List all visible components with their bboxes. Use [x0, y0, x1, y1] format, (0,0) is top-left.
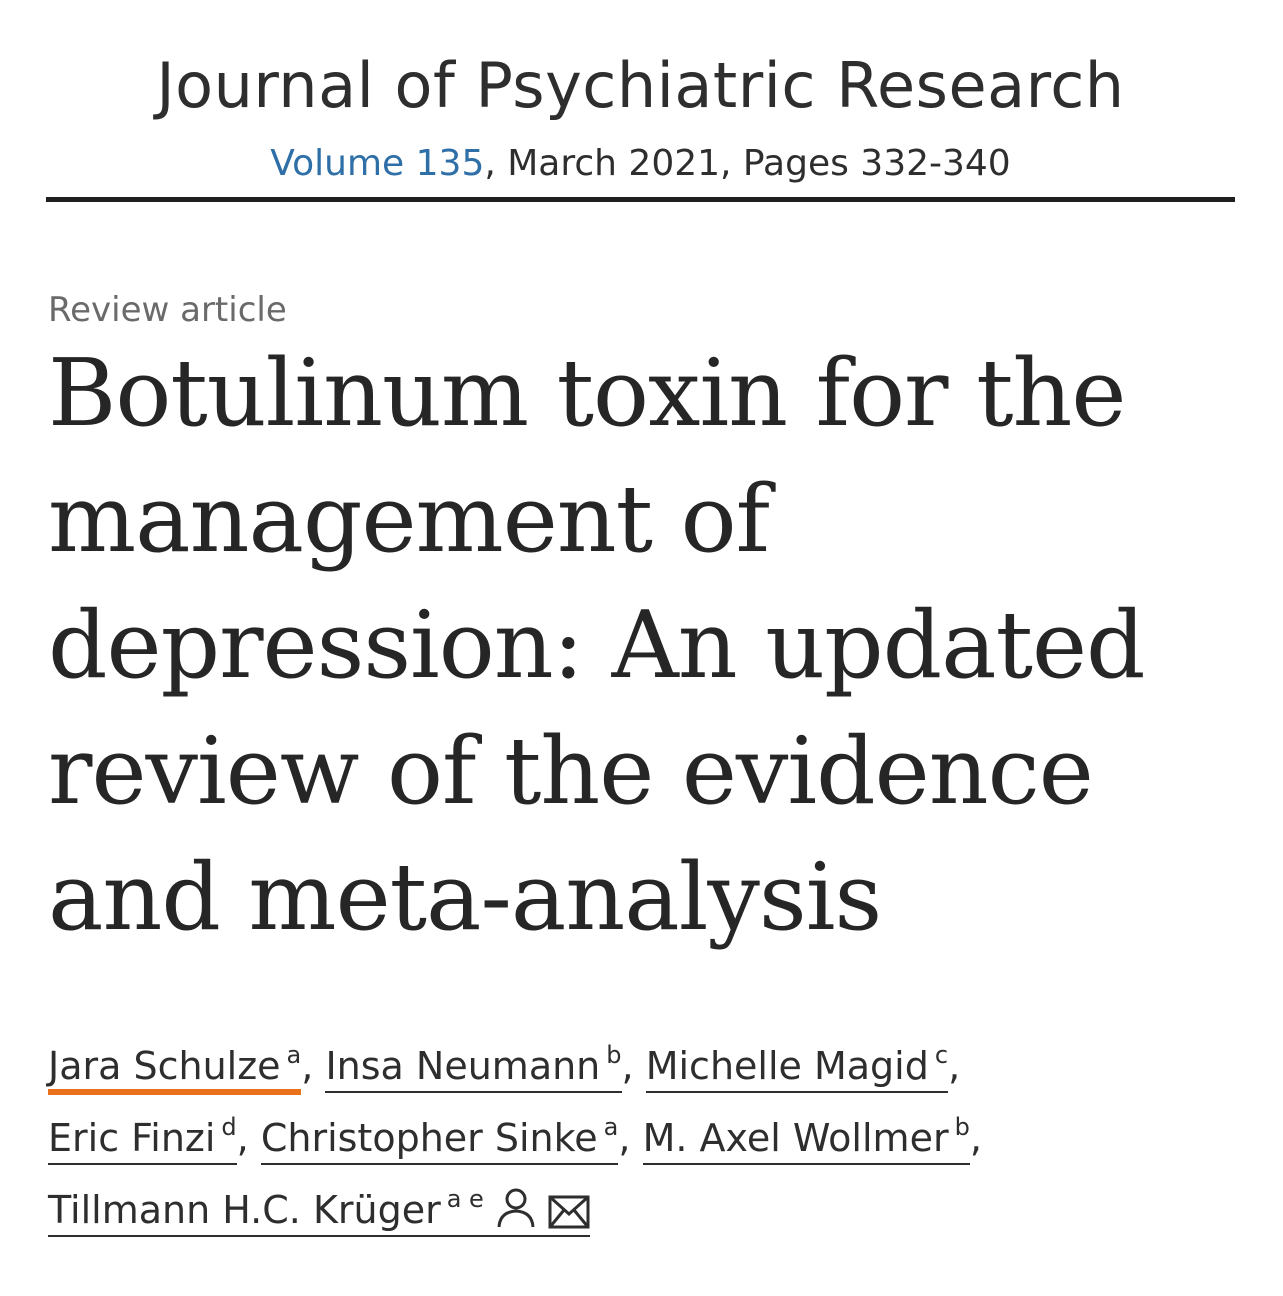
author-name: Jara Schulze — [48, 1044, 281, 1088]
author-link-jara-schulze[interactable] — [48, 1032, 301, 1095]
author-name: Michelle Magid — [645, 1044, 929, 1088]
author-affiliation: a — [286, 1041, 302, 1069]
author-name: Eric Finzi — [48, 1116, 216, 1160]
author-line-3 — [48, 1174, 1248, 1246]
author-separator: , — [948, 1044, 961, 1088]
author-name: Insa Neumann — [325, 1044, 601, 1088]
article-title: Botulinum toxin for the management of depression: An updated review of the evidence and meta-analysis — [48, 339, 1145, 951]
author-link-eric-finzi[interactable] — [48, 1104, 237, 1165]
issue-date-pages: , March 2021, Pages 332-340 — [484, 143, 1011, 184]
journal-title[interactable]: Journal of Psychiatric Research — [156, 49, 1125, 122]
volume-link[interactable]: Volume 135 — [270, 143, 485, 184]
author-link-christopher-sinke[interactable] — [261, 1104, 619, 1165]
author-separator: , — [621, 1044, 634, 1088]
author-list — [48, 1030, 1248, 1246]
author-separator: , — [301, 1044, 314, 1088]
author-name: M. Axel Wollmer — [642, 1116, 949, 1160]
person-icon — [496, 1187, 536, 1229]
author-name: Tillmann H.C. Krüger — [48, 1188, 441, 1232]
author-affiliation: a e — [446, 1185, 484, 1213]
author-link-m-axel-wollmer[interactable] — [643, 1104, 970, 1165]
author-affiliation: d — [221, 1113, 237, 1141]
author-separator: , — [236, 1116, 249, 1160]
author-affiliation: a — [603, 1113, 619, 1141]
article-type-label: Review article — [48, 290, 287, 330]
author-separator: , — [969, 1116, 982, 1160]
author-link-michelle-magid[interactable] — [646, 1032, 948, 1093]
author-line-2 — [48, 1102, 1248, 1174]
author-affiliation: c — [934, 1041, 949, 1069]
journal-header — [46, 0, 1235, 202]
journal-issue-info — [46, 140, 1235, 188]
author-link-insa-neumann[interactable] — [325, 1032, 621, 1093]
author-line-1 — [48, 1030, 1248, 1102]
envelope-icon — [548, 1195, 590, 1229]
author-name: Christopher Sinke — [260, 1116, 598, 1160]
author-affiliation: b — [606, 1041, 622, 1069]
author-separator: , — [618, 1116, 631, 1160]
author-affiliation: b — [954, 1113, 970, 1141]
author-link-tillmann-kruger[interactable] — [48, 1176, 590, 1237]
